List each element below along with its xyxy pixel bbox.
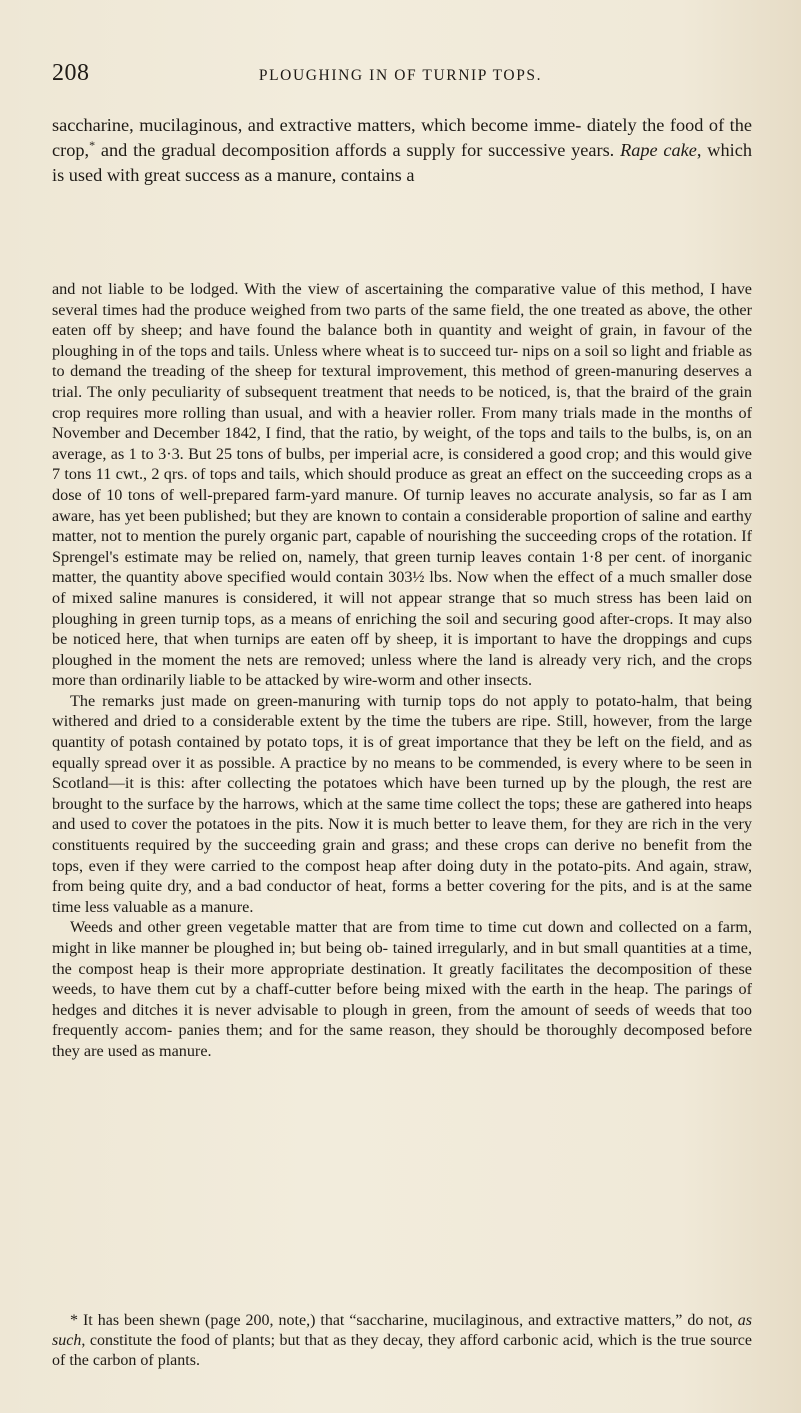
main-text-block [52,279,752,1062]
as-such-italic: as such [52,1312,752,1350]
lead-text-part-3: , which is used with great success as a manure, contains a [52,140,752,185]
lead-text-part-2: and the gradual decomposition affords a supply for successive years. [95,140,621,160]
page-header [52,60,749,94]
page-number: 208 [52,60,90,86]
rape-cake-italic: Rape cake [620,140,697,160]
footnote-block [52,1311,752,1372]
lead-text-part-1: saccharine, mucilaginous, and extractive matters, which become imme- diately the food of the crop, [52,115,752,160]
footnote-reference-mark: * [89,137,96,152]
paragraph-2: The remarks just made on green-manuring with turnip tops do not apply to potato-halm, that being withered and dried to a considerable extent by the time the tubers are ripe. Still, however, from the large quantity of potash contained by potato tops, it is of great importance that they be left on the field, and as equally spread over it as possible. A practice by no means to be commended, is every where to be seen in Scotland—it is this: after collecting the potatoes which have been turned up by the plough, the rest are brought to the surface by the harrows, which at the same time collect the tops; these are gathered into heaps and used to cover the potatoes in the pits. Now it is much better to leave them, for they are rich in the very constituents required by the succeeding grain and grass; and these crops can derive no benefit from the tops, even if they were carried to the compost heap after doing duty in the potato-pits. And again, straw, from being quite dry, and a bad conductor of heat, forms a better covering for the pits, and is at the same time less valuable as a manure. [52,691,752,916]
footnote-text-part-1: * It has been shewn (page 200, note,) that “saccharine, mucilaginous, and extractive matters,” do not, [70,1312,738,1329]
running-title: PLOUGHING IN OF TURNIP TOPS. [258,67,543,84]
paragraph-3: Weeds and other green vegetable matter that are from time to time cut down and collected on a farm, might in like manner be ploughed in; but being ob- tained irregularly, and in but small quantities at a time, the compost heap is their more appropriate destination. It greatly facilitates the decomposition of these weeds, to have them cut by a chaff-cutter before being mixed with the earth in the heap. The parings of hedges and ditches it is never advisable to plough in green, from the amount of seeds of weeds that too frequently accom- panies them; and for the same reason, they should be thoroughly decomposed before they are used as manure. [52,918,752,1060]
footnote [52,1311,752,1372]
lead-paragraph [52,113,752,188]
footnote-text-part-2: , constitute the food of plants; but that as they decay, they afford carbonic acid, which is the true source of the carbon of plants. [52,1332,752,1370]
paragraph-1: and not liable to be lodged. With the view of ascertaining the comparative value of this method, I have several times had the produce weighed from two parts of the same field, the one treated as above, the other eaten off by sheep; and have found the balance both in quantity and weight of grain, in favour of the ploughing in of the tops and tails. Unless where wheat is to succeed tur- nips on a soil so light and friable as to demand the treading of the sheep for textural improvement, this method of green-manuring deserves a trial. The only peculiarity of subsequent treatment that needs to be noticed, is, that the braird of the grain crop requires more rolling than usual, and with a heavier roller. From many trials made in the months of November and December 1842, I find, that the ratio, by weight, of the tops and tails to the bulbs, is, on an average, as 1 to 3·3. But 25 tons of bulbs, per imperial acre, is considered a good crop; and this would give 7 tons 11 cwt., 2 qrs. of tops and tails, which should produce as great an effect on the succeeding crops as a dose of 10 tons of well-prepared farm-yard manure. Of turnip leaves no accurate analysis, so far as I am aware, has yet been published; but they are known to contain a considerable proportion of saline and earthy matter, not to mention the purely organic part, capable of nourishing the succeeding crops of the rotation. If Sprengel's estimate may be relied on, namely, that green turnip leaves contain 1·8 per cent. of inorganic matter, the quantity above specified would contain 303½ lbs. Now when the effect of a much smaller dose of mixed saline manures is considered, it will not appear strange that so much stress has been laid on ploughing in green turnip tops, as a means of enriching the soil and securing good after-crops. It may also be noticed here, that when turnips are eaten off by sheep, it is important to have the droppings and cups ploughed in the moment the nets are removed; unless where the land is already very rich, and the crops more than ordinarily liable to be attacked by wire-worm and other insects. [52,280,752,690]
lead-paragraph-block [52,113,752,188]
